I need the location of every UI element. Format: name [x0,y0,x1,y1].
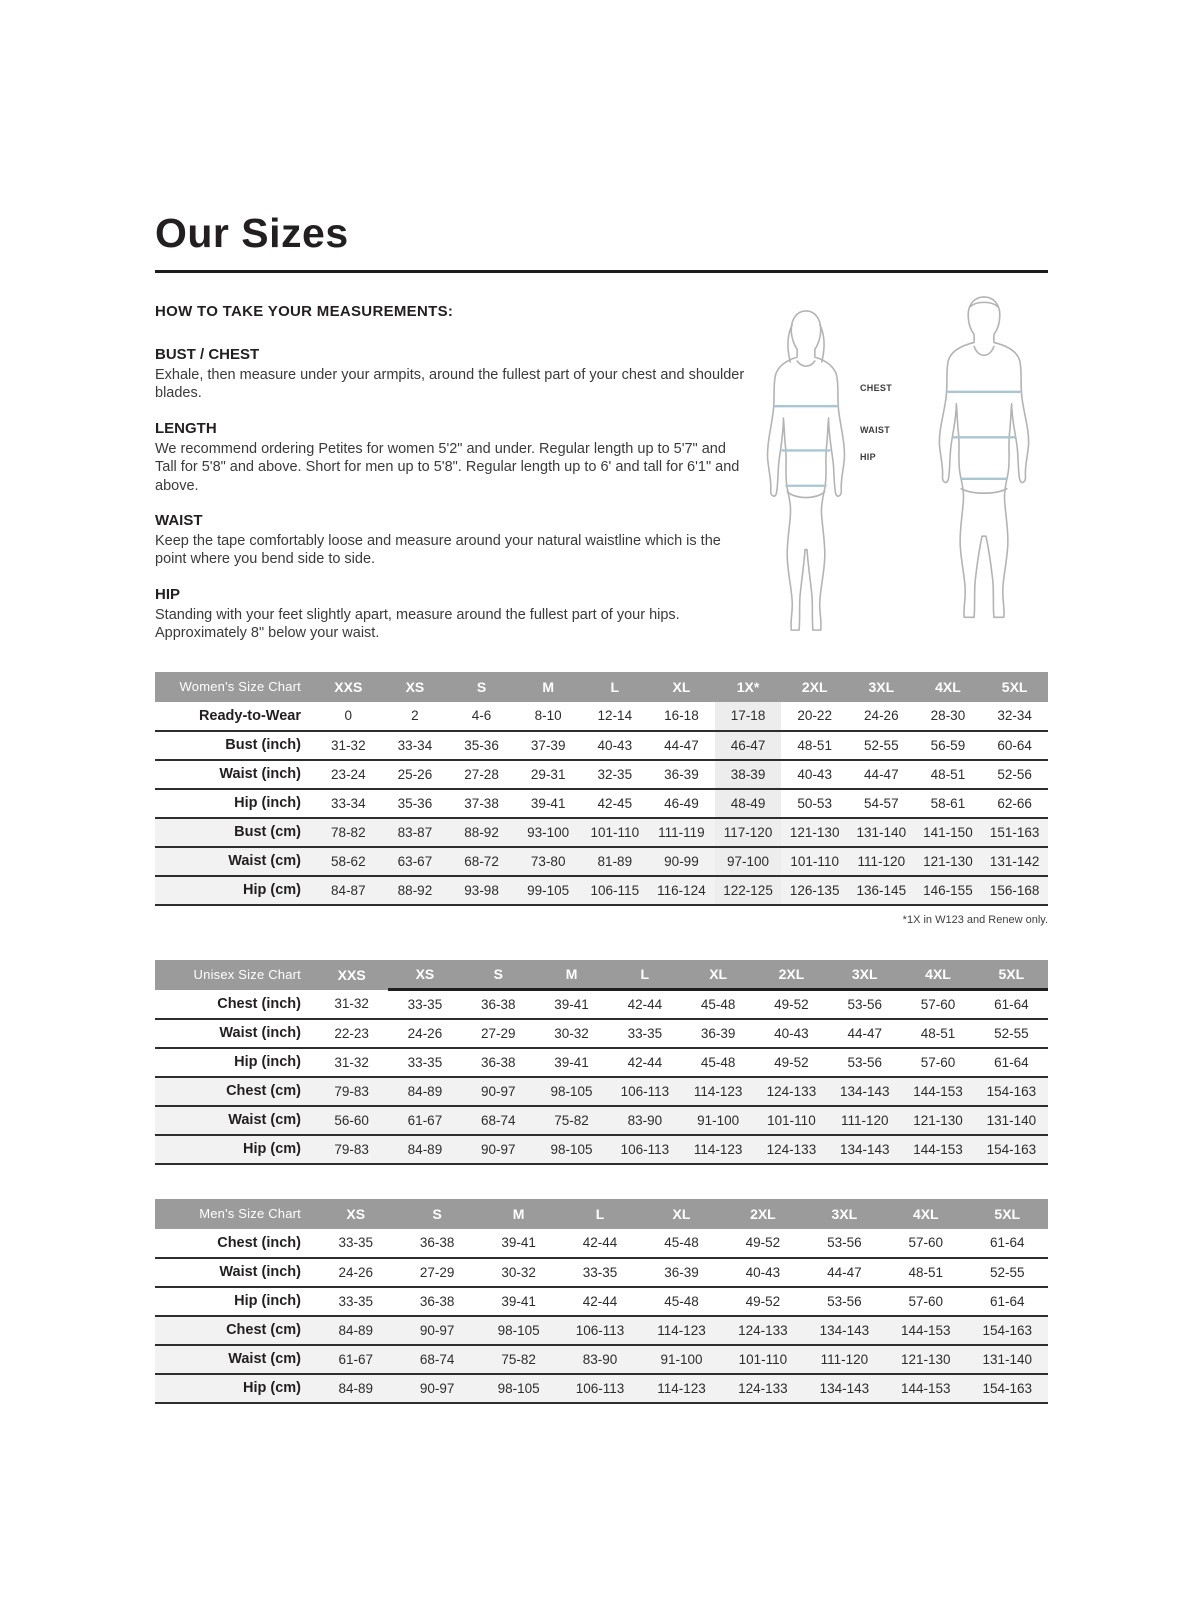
size-cell: 24-26 [407,1025,443,1041]
size-cell: 54-57 [864,795,899,811]
size-cell: 134-143 [819,1380,870,1396]
size-cell: 31-32 [334,996,369,1012]
size-cell: 17-18 [715,702,782,731]
size-charts [155,672,1048,1404]
size-cell: 84-87 [331,882,366,898]
size-cell: 36-39 [700,1025,736,1041]
section-body: Standing with your feet slightly apart, measure around the fullest part of your hips. Approximately 8" below your waist. [155,606,680,642]
table-row [155,1019,1048,1048]
size-cell: 84-89 [407,1141,443,1157]
table-row [155,1135,1048,1164]
size-cell: 56-60 [334,1112,369,1128]
size-cell: 61-67 [338,1351,373,1367]
size-cell: 126-135 [789,882,840,898]
size-cell: 79-83 [334,1083,369,1099]
size-cell: 84-89 [407,1083,443,1099]
size-cell: 106-115 [590,882,640,898]
size-cell: 83-90 [582,1351,618,1367]
size-cell: 32-34 [997,708,1032,724]
row-label: Waist (inch) [219,1264,301,1281]
size-cell: 49-52 [745,1235,781,1251]
section-body: We recommend ordering Petites for women 5'2" and under. Regular length up to 5'7" and Tall for 5'8" and above. Short for men up to 5'8". Regular length up to 6' and tall for 6'1" and above. [155,440,740,494]
size-cell: 46-47 [715,731,782,760]
size-cell: 61-64 [994,1054,1029,1070]
size-cell: 101-110 [767,1112,816,1128]
table-row [155,1106,1048,1135]
size-cell: 91-100 [660,1351,703,1367]
size-cell: 63-67 [397,853,433,869]
size-cell: 46-49 [664,795,699,811]
size-cell: 111-119 [658,824,705,840]
man-figure-illustration [920,293,1048,641]
size-cell: 121-130 [923,853,973,869]
size-guide-page [155,0,1048,1404]
table-title: Unisex Size Chart [155,960,315,990]
row-label: Hip (inch) [234,1293,301,1310]
size-cell: 151-163 [989,824,1040,840]
size-cell: 99-105 [527,882,570,898]
size-cell: 124-133 [766,1141,817,1157]
column-header-m: M [478,1199,559,1229]
size-cell: 98-105 [550,1083,593,1099]
size-cell: 28-30 [930,708,966,724]
size-cell: 131-140 [986,1112,1037,1128]
table-row [155,1316,1048,1345]
size-cell: 45-48 [664,1235,699,1251]
size-cell: 12-14 [597,708,633,724]
size-cell: 16-18 [664,708,699,724]
table-row [155,702,1048,731]
size-cell: 114-123 [657,1380,706,1396]
column-header-xs: XS [388,960,461,990]
size-cell: 57-60 [920,996,956,1012]
size-cell: 40-43 [774,1025,809,1041]
size-cell: 114-123 [657,1322,706,1338]
size-cell: 101-110 [590,824,640,840]
mens-size-chart [155,1199,1048,1404]
table-row [155,1258,1048,1287]
size-cell: 37-39 [530,737,566,753]
size-cell: 31-32 [334,1054,369,1070]
size-cell: 27-28 [464,766,499,782]
size-cell: 68-74 [480,1112,516,1128]
size-cell: 36-39 [664,1264,699,1280]
size-cell: 44-47 [847,1025,882,1041]
section-title: WAIST [155,512,203,530]
row-label: Chest (cm) [226,1322,301,1339]
size-cell: 42-45 [597,795,633,811]
size-cell: 39-41 [554,1054,589,1070]
size-cell: 154-163 [986,1141,1037,1157]
size-cell: 39-41 [530,795,566,811]
section-waist [155,512,747,569]
size-cell: 84-89 [338,1322,373,1338]
size-cell: 33-35 [338,1235,373,1251]
size-cell: 114-123 [693,1083,743,1099]
size-cell: 35-36 [464,737,499,753]
size-cell: 88-92 [397,882,433,898]
row-label: Hip (inch) [234,1054,301,1071]
table-row [155,990,1048,1019]
size-cell: 75-82 [554,1112,589,1128]
instructions-heading: HOW TO TAKE YOUR MEASUREMENTS: [155,303,454,320]
table-title: Men's Size Chart [155,1199,315,1229]
table-row [155,1048,1048,1077]
size-cell: 31-32 [331,737,366,753]
size-cell: 146-155 [923,882,973,898]
size-cell: 45-48 [700,1054,736,1070]
section-hip [155,586,747,643]
section-body: Keep the tape comfortably loose and measure around your natural waistline which is the point where you bend side to side. [155,533,721,568]
table-row [155,818,1048,847]
size-cell: 49-52 [774,1054,809,1070]
size-cell: 39-41 [501,1235,536,1251]
column-header-3xl: 3XL [848,672,915,702]
size-cell: 44-47 [864,766,899,782]
size-cell: 121-130 [789,824,840,840]
size-cell: 134-143 [839,1141,890,1157]
row-label: Waist (inch) [219,766,301,783]
row-label: Hip (cm) [243,1141,301,1158]
size-cell: 33-34 [397,737,433,753]
column-header-xl: XL [641,1199,722,1229]
size-cell: 111-120 [857,853,906,869]
row-label: Chest (inch) [217,1234,301,1251]
size-cell: 56-59 [930,737,966,753]
size-cell: 33-35 [407,1054,443,1070]
size-cell: 131-140 [856,824,907,840]
size-cell: 111-120 [840,1112,889,1128]
size-cell: 30-32 [501,1264,536,1280]
column-header-xs: XS [382,672,449,702]
size-cell: 53-56 [827,1293,862,1309]
womens-size-chart [155,672,1048,906]
size-cell: 134-143 [819,1322,870,1338]
size-cell: 68-74 [419,1351,455,1367]
size-cell: 53-56 [827,1235,862,1251]
size-cell: 32-35 [597,766,633,782]
size-cell: 121-130 [901,1351,951,1367]
size-cell: 37-38 [464,795,499,811]
size-cell: 84-89 [338,1380,373,1396]
row-label: Bust (cm) [234,824,301,841]
header-row [155,672,1048,702]
size-cell: 117-120 [715,818,782,847]
section-title: HIP [155,585,181,603]
column-header-4xl: 4XL [885,1199,966,1229]
size-cell: 61-64 [989,1235,1025,1251]
size-cell: 78-82 [331,824,366,840]
size-cell: 90-97 [419,1322,455,1338]
size-cell: 27-29 [419,1264,455,1280]
table-row [155,1287,1048,1316]
size-cell: 116-124 [657,882,706,898]
size-cell: 42-44 [627,1054,663,1070]
size-cell: 57-60 [920,1054,956,1070]
size-cell: 90-97 [480,1141,516,1157]
size-cell: 73-80 [530,853,566,869]
size-cell: 40-43 [745,1264,781,1280]
size-cell: 39-41 [554,996,589,1012]
size-cell: 106-113 [575,1322,625,1338]
size-cell: 57-60 [908,1235,944,1251]
size-cell: 93-100 [527,824,570,840]
column-header-3xl: 3XL [804,1199,885,1229]
size-cell: 45-48 [664,1293,699,1309]
column-header-3xl: 3XL [828,960,901,990]
row-label: Ready-to-Wear [198,707,301,724]
size-cell: 36-38 [419,1293,455,1309]
size-cell: 49-52 [774,996,809,1012]
size-cell: 90-99 [664,853,699,869]
size-cell: 144-153 [913,1141,963,1157]
size-cell: 33-34 [331,795,366,811]
figure-waist-label: WAIST [860,425,890,435]
column-header-m: M [515,672,582,702]
size-cell: 42-44 [627,996,663,1012]
section-body: Exhale, then measure under your armpits, around the fullest part of your chest and shoulder blades. [155,367,745,402]
size-cell: 124-133 [738,1322,788,1338]
size-cell: 58-61 [930,795,966,811]
size-cell: 124-133 [738,1380,788,1396]
section-bust-chest [155,346,747,403]
size-cell: 144-153 [901,1380,951,1396]
header-row [155,960,1048,990]
figure-hip-label: HIP [860,452,876,462]
size-cell: 62-66 [997,795,1032,811]
size-cell: 57-60 [908,1293,944,1309]
size-cell: 131-142 [989,853,1040,869]
section-title: LENGTH [155,419,217,437]
column-header-xxs: XXS [315,672,382,702]
size-cell: 24-26 [338,1264,373,1280]
column-header-5xl: 5XL [981,672,1048,702]
size-cell: 33-35 [627,1025,663,1041]
size-cell: 29-31 [530,766,566,782]
size-cell: 44-47 [664,737,699,753]
row-label: Bust (inch) [225,737,301,754]
table-row [155,789,1048,818]
size-cell: 20-22 [797,708,832,724]
row-label: Waist (cm) [228,1112,301,1129]
size-cell: 144-153 [901,1322,951,1338]
row-label: Waist (cm) [228,1351,301,1368]
size-cell: 68-72 [464,853,499,869]
size-cell: 52-56 [997,766,1032,782]
size-cell: 48-49 [715,789,782,818]
size-cell: 88-92 [464,824,499,840]
size-cell: 50-53 [797,795,832,811]
table-row [155,1345,1048,1374]
column-header-4xl: 4XL [901,960,974,990]
size-cell: 144-153 [913,1083,963,1099]
column-header-1x: 1X* [715,672,782,702]
row-label: Waist (inch) [219,1025,301,1042]
size-cell: 93-98 [464,882,499,898]
size-cell: 61-67 [407,1112,443,1128]
size-cell: 24-26 [864,708,899,724]
column-header-l: L [559,1199,640,1229]
table-title: Women's Size Chart [155,672,315,702]
size-cell: 60-64 [997,737,1032,753]
size-cell: 98-105 [497,1322,540,1338]
size-cell: 40-43 [797,766,832,782]
column-header-s: S [396,1199,477,1229]
size-cell: 111-120 [820,1351,869,1367]
size-cell: 30-32 [554,1025,589,1041]
table-row [155,847,1048,876]
size-cell: 45-48 [700,996,736,1012]
size-cell: 35-36 [397,795,433,811]
size-cell: 97-100 [715,847,782,876]
size-cell: 154-163 [982,1380,1033,1396]
size-cell: 81-89 [597,853,633,869]
size-cell: 42-44 [582,1293,618,1309]
size-cell: 124-133 [766,1083,817,1099]
size-cell: 4-6 [471,708,492,724]
column-header-2xl: 2XL [722,1199,803,1229]
row-label: Hip (cm) [243,882,301,899]
size-cell: 90-97 [419,1380,455,1396]
size-cell: 114-123 [693,1141,743,1157]
size-cell: 39-41 [501,1293,536,1309]
size-cell: 2 [411,708,419,724]
column-header-xl: XL [681,960,754,990]
size-cell: 48-51 [920,1025,956,1041]
size-cell: 48-51 [930,766,966,782]
table-row [155,1229,1048,1258]
column-header-5xl: 5XL [967,1199,1049,1229]
size-cell: 25-26 [397,766,433,782]
table-row [155,1077,1048,1106]
size-cell: 122-125 [715,876,782,905]
section-title: BUST / CHEST [155,346,260,363]
row-label: Chest (inch) [217,995,301,1012]
figure-chest-label: CHEST [860,383,893,393]
size-cell: 53-56 [847,1054,882,1070]
size-cell: 36-39 [664,766,699,782]
size-cell: 101-110 [738,1351,788,1367]
row-label: Hip (inch) [234,795,301,812]
size-cell: 98-105 [497,1380,540,1396]
section-length [155,420,747,495]
size-cell: 141-150 [923,824,973,840]
size-cell: 40-43 [597,737,633,753]
column-header-xs: XS [315,1199,396,1229]
column-header-2xl: 2XL [781,672,848,702]
column-header-xxs: XXS [315,960,388,990]
size-cell: 61-64 [989,1293,1025,1309]
size-cell: 101-110 [790,853,839,869]
size-cell: 58-62 [331,853,366,869]
measurement-guide [155,303,1048,660]
size-cell: 27-29 [480,1025,516,1041]
header-row [155,1199,1048,1229]
size-cell: 38-39 [715,760,782,789]
size-cell: 83-87 [397,824,433,840]
size-cell: 106-113 [620,1083,670,1099]
size-cell: 36-38 [480,996,516,1012]
row-label: Chest (cm) [226,1083,301,1100]
column-header-4xl: 4XL [915,672,982,702]
page-title: Our Sizes [155,210,349,256]
column-header-m: M [535,960,608,990]
measurement-figures [748,291,1048,643]
size-cell: 61-64 [994,996,1029,1012]
size-cell: 90-97 [480,1083,516,1099]
size-cell: 36-38 [419,1235,455,1251]
size-cell: 98-105 [550,1141,593,1157]
size-cell: 52-55 [864,737,899,753]
size-cell: 106-113 [575,1380,625,1396]
size-cell: 48-51 [797,737,832,753]
size-cell: 134-143 [839,1083,890,1099]
size-cell: 33-35 [407,996,443,1012]
size-cell: 131-140 [982,1351,1033,1367]
table-row [155,876,1048,905]
size-cell: 106-113 [620,1141,670,1157]
size-cell: 75-82 [501,1351,536,1367]
table-row [155,760,1048,789]
column-header-s: S [462,960,535,990]
footnote: *1X in W123 and Renew only. [902,913,1048,926]
size-cell: 44-47 [827,1264,862,1280]
size-cell: 79-83 [334,1141,369,1157]
size-cell: 121-130 [913,1112,963,1128]
size-cell: 48-51 [908,1264,944,1280]
column-header-xl: XL [648,672,715,702]
size-cell: 154-163 [986,1083,1037,1099]
column-header-5xl: 5XL [975,960,1048,990]
size-cell: 8-10 [534,708,562,724]
column-header-s: S [448,672,515,702]
size-cell: 42-44 [582,1235,618,1251]
table-row [155,731,1048,760]
table-row [155,1374,1048,1403]
row-label: Hip (cm) [243,1380,301,1397]
size-cell: 49-52 [745,1293,781,1309]
size-cell: 154-163 [982,1322,1033,1338]
size-cell: 91-100 [697,1112,740,1128]
size-cell: 53-56 [847,996,882,1012]
size-cell: 33-35 [338,1293,373,1309]
column-header-2xl: 2XL [755,960,828,990]
column-header-l: L [582,672,649,702]
title-divider [155,270,1048,273]
size-cell: 23-24 [331,766,366,782]
size-cell: 52-55 [994,1025,1029,1041]
size-cell: 83-90 [627,1112,663,1128]
column-header-l: L [608,960,681,990]
row-label: Waist (cm) [228,853,301,870]
size-cell: 36-38 [480,1054,516,1070]
size-cell: 156-168 [989,882,1040,898]
unisex-size-chart [155,960,1048,1165]
size-cell: 52-55 [989,1264,1025,1280]
woman-figure-illustration [750,307,862,637]
size-cell: 136-145 [856,882,907,898]
size-cell: 22-23 [334,1025,369,1041]
size-cell: 33-35 [582,1264,618,1280]
size-cell: 0 [344,708,353,724]
instructions-column [155,303,747,660]
